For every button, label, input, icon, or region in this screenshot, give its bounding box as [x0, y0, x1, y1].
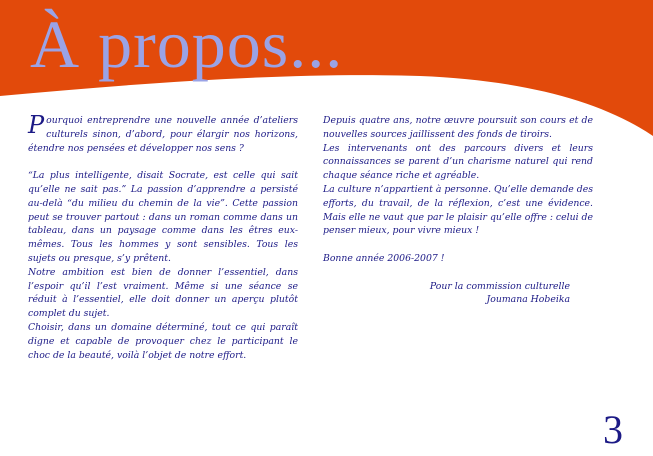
greeting-line: Bonne année 2006-2007 !	[323, 252, 445, 264]
choisir-paragraph: Choisir, dans un domaine déterminé, tout ce qui paraît digne et capable de provoquer chez le participant le choc de la beauté, voilà l’objet de notre effort.	[28, 321, 298, 361]
page-title: À propos...	[30, 6, 344, 82]
signature-name: Joumana Hobeika	[486, 294, 570, 306]
intervenants-paragraph: Les intervenants ont des parcours divers et leurs connaissances se parent d’un charisme naturel qui rend chaque séance riche et agréable.	[323, 142, 593, 182]
ambition-paragraph: Notre ambition est bien de donner l’essentiel, dans l’espoir qu’il l’est vraiment. Même si une séance se réduit à l’essentiel, elle doit donner un aperçu plutôt complet du sujet.	[28, 266, 298, 320]
oeuvre-paragraph: Depuis quatre ans, notre œuvre poursuit son cours et de nouvelles sources jaillissent des fonds de tiroirs.	[323, 115, 593, 140]
intro-paragraph	[28, 111, 298, 155]
page-number: 3	[603, 407, 623, 452]
drop-cap-letter: P	[28, 111, 45, 139]
left-text-column	[28, 111, 298, 362]
signature-commission: Pour la commission culturelle	[429, 280, 570, 292]
right-text-column	[323, 114, 593, 307]
culture-paragraph: La culture n’appartient à personne. Qu’elle demande des efforts, du travail, de la réflexion, c’est une évidence. Mais elle ne vaut que par le plaisir qu’elle offre : celui de penser mieux, pour vivre mieux !	[323, 183, 593, 237]
socrate-paragraph: “La plus intelligente, disait Socrate, est celle qui sait qu’elle ne sait pas.” La passion d’apprendre a persisté au-delà “du milieu du chemin de la vie”. Cette passion peut se trouver partout : dans un roman comme dans un tableau, dans un paysage comme dans les êtres eux-mêmes. Tous les hommes y sont sensibles. Tous les sujets ou presque, s’y prêtent.	[28, 170, 298, 264]
intro-text: ourquoi entreprendre une nouvelle année d’ateliers culturels sinon, d’abord, pour élargir nos horizons, étendre nos pensées et développer nos sens ?	[28, 115, 298, 154]
